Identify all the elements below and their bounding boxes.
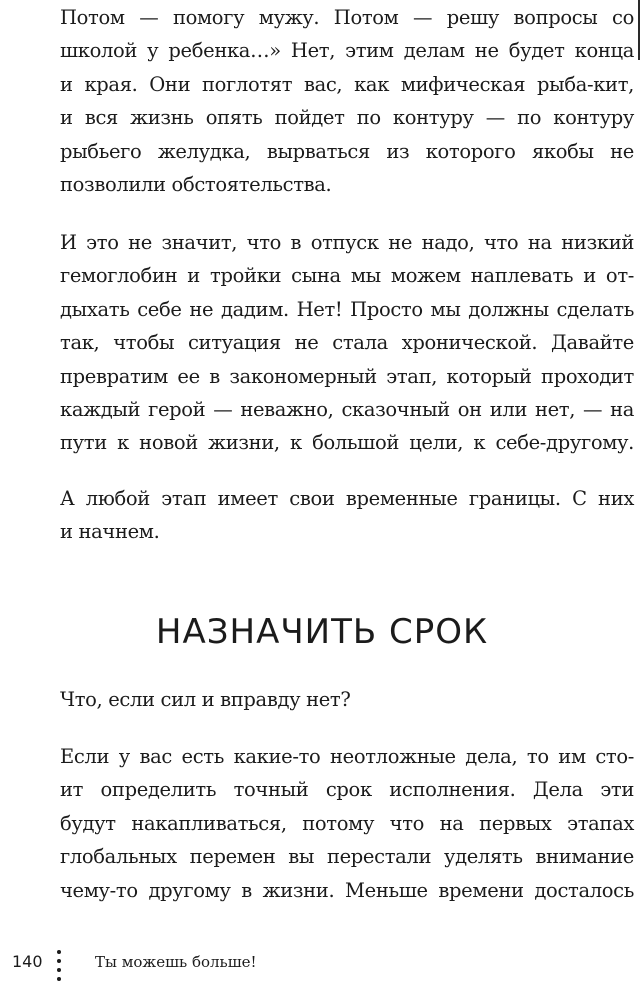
section-heading: НАЗНАЧИТЬ СРОК (155, 612, 489, 652)
text-line: чему-то другому в жизни. Меньше времени досталось (60, 878, 634, 902)
text-line: будут накапливаться, потому что на первых этапах (60, 811, 634, 835)
text-line: А любой этап имеет свои временные границы. С них (60, 487, 634, 510)
text-line: И это не значит, что в отпуск не надо, что на низкий (60, 231, 634, 254)
text-line: Что, если сил и вправду нет? (60, 688, 351, 711)
text-line: Потом — помогу мужу. Потом — решу вопросы со (60, 6, 634, 29)
text-line: Если у вас есть какие-то неотложные дела, то им сто- (60, 745, 634, 768)
text-line: и вся жизнь опять пойдет по контуру — по контуру (60, 106, 634, 130)
page-footer (0, 950, 644, 980)
paragraph-5 (60, 740, 634, 907)
page-number: 140 (12, 952, 43, 971)
footer-dots-divider (57, 950, 61, 982)
text-line: ит определить точный срок исполнения. Дела эти (60, 778, 634, 802)
text-line: и края. Они поглотят вас, как мифическая рыба-кит, (60, 72, 634, 96)
paragraph-1 (60, 1, 634, 201)
text-line: гемоглобин и тройки сына мы можем наплевать и от- (60, 264, 634, 288)
text-line: позволили обстоятельства. (60, 172, 332, 196)
text-line: рыбьего желудка, вырваться из которого якобы не (60, 139, 634, 163)
text-line: глобальных перемен вы перестали уделять внимание (60, 845, 634, 869)
paragraph-2 (60, 226, 634, 460)
text-line: каждый герой — неважно, сказочный он или нет, — на (60, 397, 634, 421)
paragraph-4 (60, 683, 634, 716)
running-title: Ты можешь больше! (95, 953, 257, 971)
text-line: пути к новой жизни, к большой цели, к себе-другому. (60, 431, 634, 455)
text-line: дыхать себе не дадим. Нет! Просто мы должны сделать (60, 297, 634, 321)
page-edge-line (638, 0, 640, 60)
text-line: так, чтобы ситуация не стала хронической. Давайте (60, 331, 634, 355)
text-line: превратим ее в закономерный этап, который проходит (60, 364, 634, 388)
text-line: и начнем. (60, 520, 160, 544)
text-line: школой у ребенка…» Нет, этим делам не будет конца (60, 39, 634, 63)
paragraph-3 (60, 482, 634, 549)
